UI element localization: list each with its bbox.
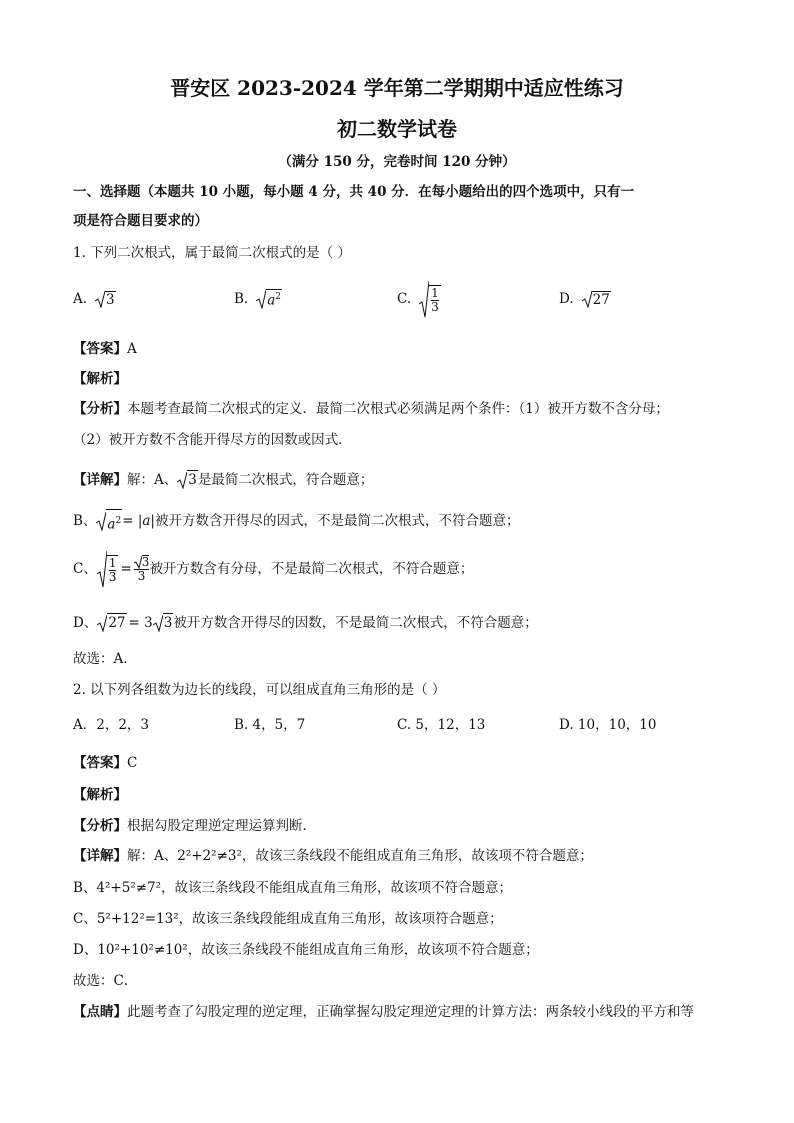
q1-detail-a-post: 是最简二次根式，符合题意； [197,471,374,488]
dianjing-tag: 【点睛】 [73,1004,127,1020]
sqrt-icon [134,555,142,569]
q2-option-d: D. 10，10，10 [559,717,657,733]
q1-answer-value: A [127,341,137,357]
q1-detail-d-post: 被开方数含开得尽的因数，不是最简二次根式，不符合题意； [173,614,538,631]
sqrt-icon [177,471,187,489]
q1-detail-c [73,550,734,588]
q1-detail-d [73,613,734,632]
q2-option-a: A．2，2，3 [73,717,150,733]
q1-detail-d-rad: 27 [108,615,126,631]
q1-fenxi-2: （2）被开方数不含能开得尽方的因数或因式． [73,432,352,448]
q1-option-b-exponent: 2 [275,292,282,303]
q1-detail-c-rnum: 3 [141,555,150,569]
q2-analysis-tag: 【解析】 [73,787,127,803]
sqrt-icon [419,280,429,318]
q1-option-b-label: B. [234,291,249,307]
q1-detail-c-eq: = [120,561,132,577]
q1-analysis-tag: 【解析】 [73,371,127,387]
detail-tag: 【详解】 [73,471,127,488]
q2-detail-d: D、10²+10²≠10²，故该三条线段不能组成直角三角形，故该项不符合题意； [73,942,539,958]
q1-detail-b-rad: a [107,516,116,533]
q1-detail-d-pre: D、 [73,614,98,631]
q1-detail-c-den: 3 [108,569,117,584]
q2-answer [73,754,734,772]
q1-option-d [559,290,611,308]
q2-stem: 2. 以下列各组数为边长的线段，可以组成直角三角形的是（ ） [73,682,446,698]
q1-option-b [234,289,282,309]
q1-detail-c-rden: 3 [137,569,146,583]
q1-option-d-radicand: 27 [592,291,610,308]
sqrt-icon [256,289,266,309]
q1-option-c [397,280,441,318]
q1-option-a-label: A. [73,291,88,307]
q1-option-a-radicand: 3 [106,291,115,308]
sqrt-icon [97,550,107,588]
q2-detail-a-text: 解：A、2²+2²≠3²，故该三条线段不能组成直角三角形，故该项不符合题意； [127,848,593,864]
q1-detail-b-mid: = |a| [122,513,155,530]
q1-detail-b [73,509,734,534]
q2-dianjing [73,1003,734,1021]
sqrt-icon [95,290,105,308]
sqrt-icon [582,290,592,308]
q1-stem: 1. 下列二次根式，属于最简二次根式的是（ ） [73,245,351,261]
q1-fenxi-text-1: 本题考查最简二次根式的定义．最简二次根式必须满足两个条件：（1）被开方数不含分母； [127,401,669,417]
fenxi-tag: 【分析】 [73,818,127,834]
q1-detail-a [73,470,734,489]
sqrt-icon [96,511,106,531]
q1-detail-b-post: 被开方数含开得尽的因式，不是最简二次根式，不符合题意； [154,513,520,530]
q2-dianjing-text: 此题考查了勾股定理的逆定理，正确掌握勾股定理逆定理的计算方法：两条较小线段的平方和等 [127,1004,694,1020]
q1-detail-b-pre: B、 [73,513,97,530]
detail-tag: 【详解】 [73,848,127,864]
q1-option-c-numerator: 1 [431,285,439,300]
q1-detail-a-pre: 解：A、 [127,471,178,488]
q1-option-b-radicand: a [267,292,276,309]
q1-option-d-label: D. [559,291,574,307]
q2-detail-b: B、4²+5²≠7²，故该三条线段不能组成直角三角形，故该项不符合题意； [73,880,513,896]
q2-fenxi [73,817,734,835]
q1-fenxi-1 [73,400,734,418]
sqrt-icon [153,614,163,632]
section-heading-line1: 一、选择题（本题共 10 小题，每小题 4 分，共 40 分．在每小题给出的四个选项中，只有一 [73,184,635,200]
q2-fenxi-text: 根据勾股定理逆定理运算判断． [127,818,316,834]
q2-option-c: C. 5，12，13 [397,717,486,733]
q2-detail-a [73,847,734,865]
q1-detail-c-pre: C、 [73,561,97,577]
q1-detail-a-rad: 3 [188,472,197,488]
q2-answer-value: C [127,755,138,771]
answer-tag: 【答案】 [73,341,127,357]
sqrt-icon [97,614,107,632]
q2-option-b: B. 4，5，7 [234,717,306,733]
exam-title: 晋安区 2023-2024 学年第二学期期中适应性练习 [170,76,624,100]
exam-info: （满分 150 分，完卷时间 120 分钟） [278,154,516,170]
answer-tag: 【答案】 [73,755,127,771]
fenxi-tag: 【分析】 [73,401,127,417]
q2-conclusion: 故选：C． [73,973,138,989]
q1-option-a [73,290,116,308]
q1-detail-d-rad2: 3 [163,615,173,631]
q1-detail-c-post: 被开方数含有分母，不是最简二次根式，不符合题意； [149,561,474,577]
q1-option-c-denominator: 3 [431,299,439,314]
exam-subtitle: 初二数学试卷 [337,117,457,141]
q1-detail-b-exp: 2 [115,516,122,526]
section-heading-line2: 项是符合题目要求的） [73,213,208,229]
q1-detail-d-mid: = 3 [128,614,153,631]
q1-detail-c-num: 1 [108,555,117,570]
q2-detail-c: C、5²+12²=13²，故该三条线段能组成直角三角形，故该项符合题意； [73,911,503,927]
q1-option-c-label: C. [397,291,412,307]
q1-conclusion: 故选：A． [73,651,137,667]
q1-answer [73,340,734,358]
